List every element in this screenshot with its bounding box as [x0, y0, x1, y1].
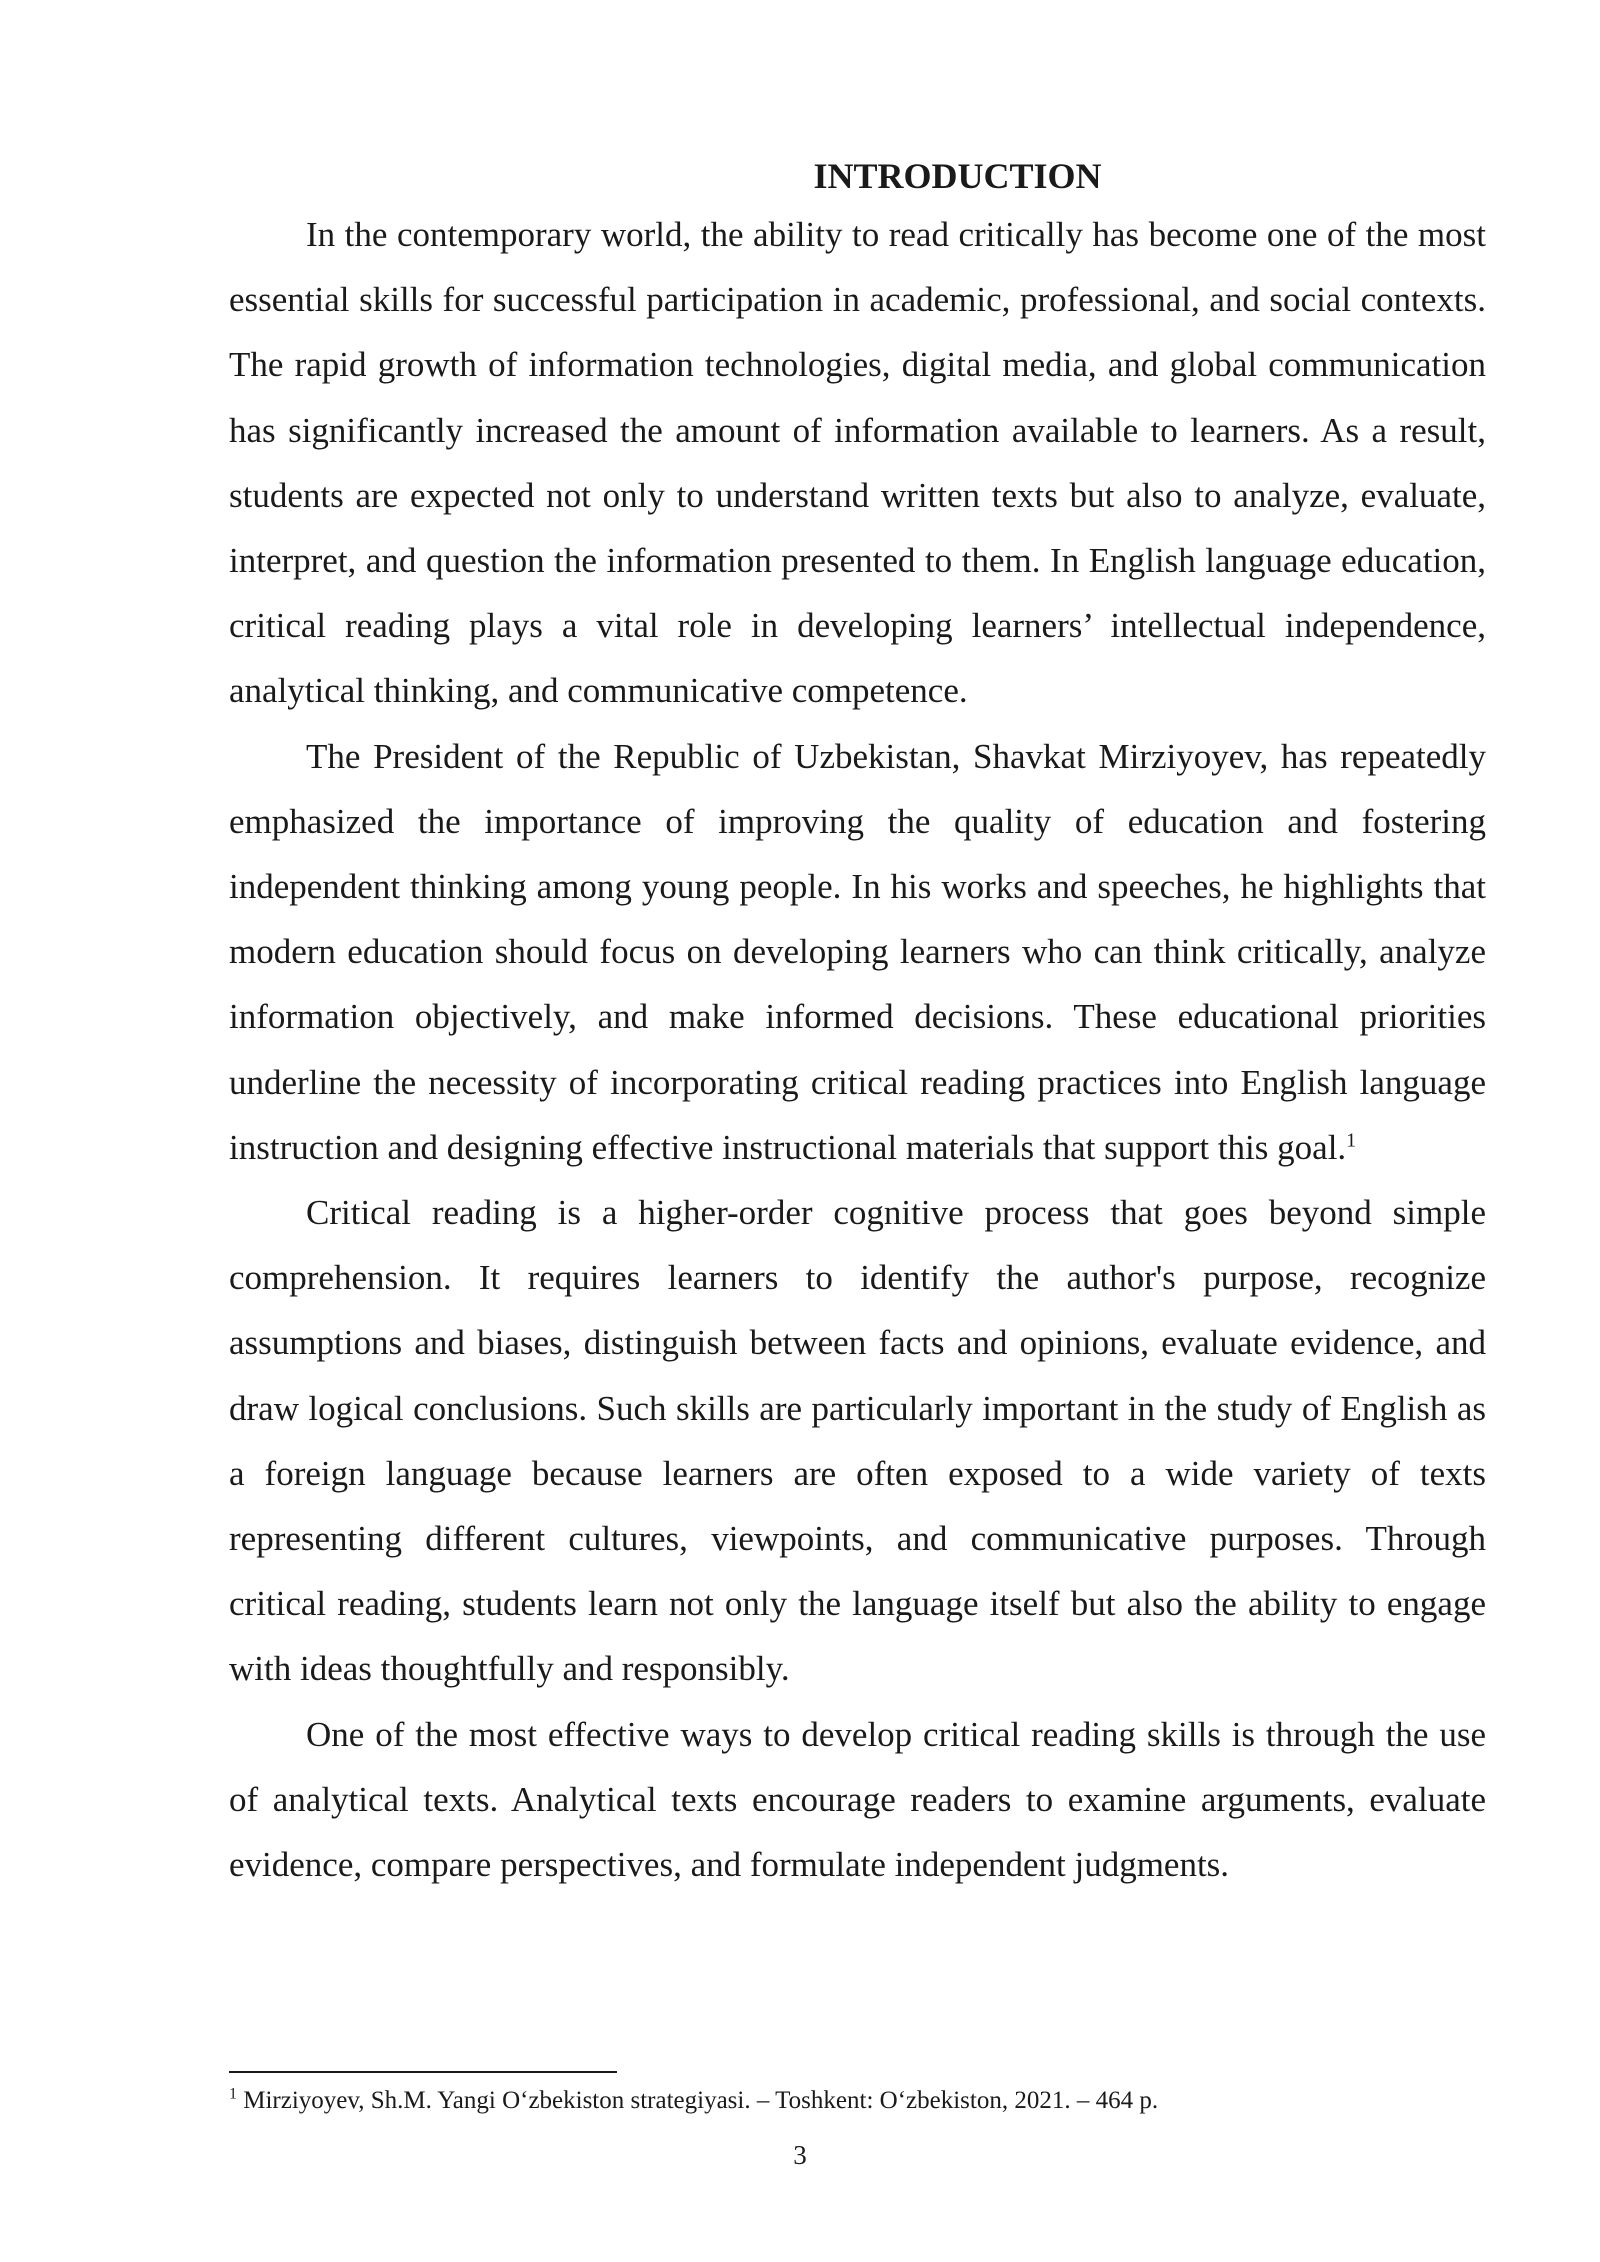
footnote: [229, 2085, 1486, 2117]
paragraph-1: In the contemporary world, the ability to read critically has become one of the most essential skills for successful participation in academic, professional, and social contexts. The rapid growth of information technologies, digital media, and global communication has significantly increased the amount of information available to learners. As a result, students are expected not only to understand written texts but also to analyze, evaluate, interpret, and question the information presented to them. In English language education, critical reading plays a vital role in developing learners’ intellectual independence, analytical thinking, and communicative competence.: [229, 215, 1486, 711]
page-body: [229, 150, 1486, 1897]
footnote-text: Mirziyoyev, Sh.M. Yangi O‘zbekiston strategiyasi. – Toshkent: O‘zbekiston, 2021. – 464 p.: [243, 2087, 1159, 2114]
footnote-marker: 1: [229, 2085, 237, 2103]
paragraph-3: Critical reading is a higher-order cognitive process that goes beyond simple comprehension. It requires learners to identify the author's purpose, recognize assumptions and biases, distinguish between facts and opinions, evaluate evidence, and draw logical conclusions. Such skills are particularly important in the study of English as a foreign language because learners are often exposed to a wide variety of texts representing different cultures, viewpoints, and communicative purposes. Through critical reading, students learn not only the language itself but also the ability to engage with ideas thoughtfully and responsibly.: [229, 1193, 1486, 1689]
paragraph-4: One of the most effective ways to develop critical reading skills is through the use of analytical texts. Analytical texts encourage readers to examine arguments, evaluate evidence, compare perspectives, and formulate independent judgments.: [229, 1714, 1486, 1885]
paragraph-2: [229, 724, 1486, 1180]
footnote-reference[interactable]: 1: [1346, 1129, 1357, 1152]
section-heading: INTRODUCTION: [813, 156, 1102, 196]
page-number: 3: [793, 2140, 807, 2170]
footnote-divider: [229, 2071, 617, 2073]
paragraph-2-text: The President of the Republic of Uzbekistan, Shavkat Mirziyoyev, has repeatedly emphasized the importance of improving the quality of education and fostering independent thinking among young people. In his works and speeches, he highlights that modern education should focus on developing learners who can think critically, analyze information objectively, and make informed decisions. These educational priorities underline the necessity of incorporating critical reading practices into English language instruction and designing effective instructional materials that support this goal.: [229, 736, 1486, 1167]
